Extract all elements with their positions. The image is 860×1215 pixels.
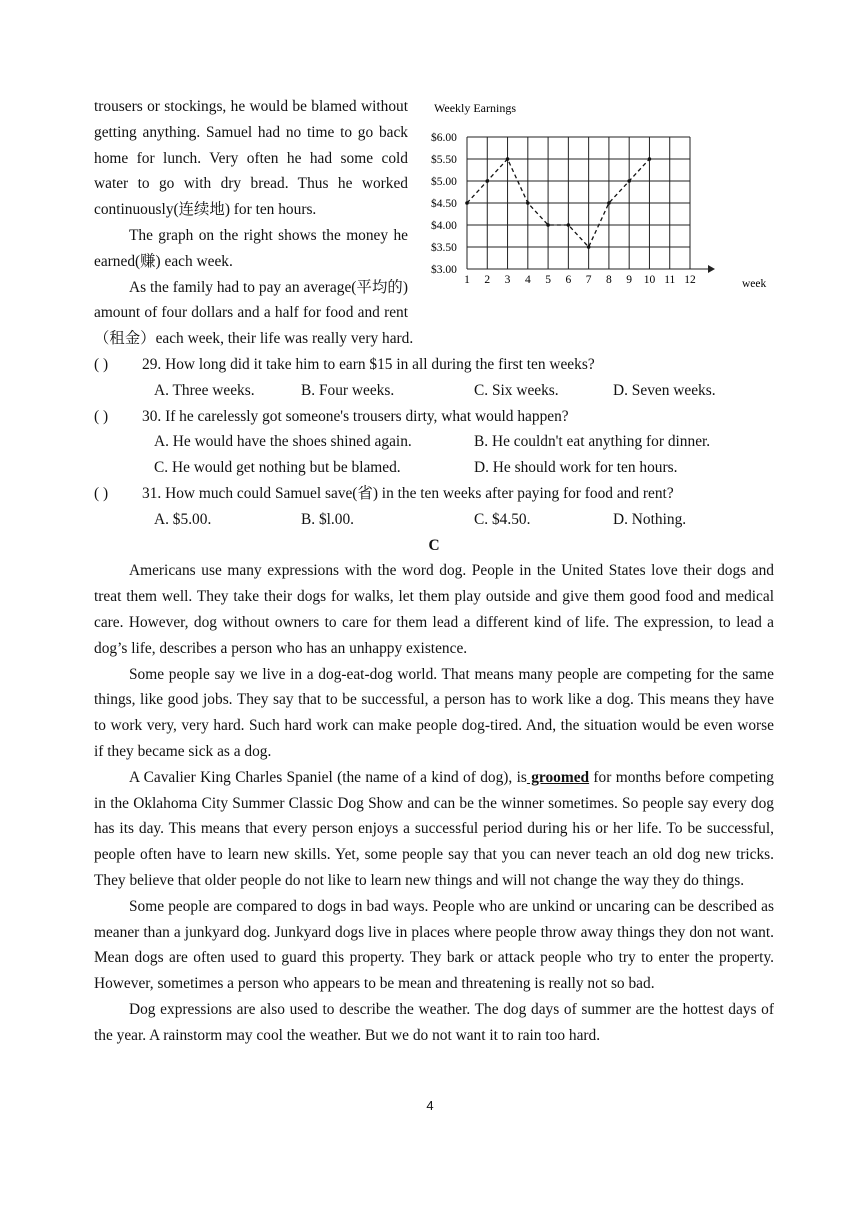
intro-paragraph-3: As the family had to pay an average(平均的) amount of four dollars and a half for food and rent（租金）each week, their life was really very hard.: [94, 278, 414, 348]
answer-blank[interactable]: ( ): [94, 407, 109, 425]
document-page: [94, 94, 774, 1048]
data-point: [506, 157, 510, 161]
x-tick-label: 6: [565, 274, 572, 286]
underlined-word: groomed: [526, 768, 590, 786]
y-tick-label: $4.50: [431, 198, 457, 210]
x-tick-label: 8: [606, 274, 612, 286]
x-tick-label: 12: [684, 274, 696, 286]
y-tick-label: $6.00: [431, 132, 457, 144]
data-point: [587, 245, 591, 249]
option-a: A. He would have the shoes shined again.: [154, 433, 412, 451]
x-tick-label: 11: [664, 274, 676, 286]
x-tick-label: 10: [643, 274, 656, 286]
option-d: D. He should work for ten hours.: [474, 459, 678, 477]
chart-x-label: week: [742, 278, 767, 290]
data-point: [526, 201, 530, 205]
paragraph-text: A Cavalier King Charles Spaniel (the name of a kind of dog), is: [129, 768, 527, 786]
answer-blank[interactable]: ( ): [94, 484, 109, 502]
data-point: [465, 201, 469, 205]
option-b: B. Four weeks.: [301, 381, 395, 399]
page-number: 4: [426, 1098, 434, 1113]
chart-grid: [467, 137, 715, 273]
option-b: B. $l.00.: [301, 510, 355, 528]
option-a: A. Three weeks.: [154, 381, 255, 399]
x-tick-label: 7: [585, 274, 592, 286]
x-tick-label: 3: [504, 274, 511, 286]
weekly-earnings-chart: [422, 98, 774, 306]
section-c-paragraph-5: Dog expressions are also used to describe the weather. The dog days of summer are the hottest days of the year. A rainstorm may cool the weather. But we do not want it to rain too hard.: [94, 1000, 774, 1044]
x-tick-label: 5: [545, 274, 551, 286]
question-stem: 31. How much could Samuel save(省) in the ten weeks after paying for food and rent?: [142, 484, 674, 502]
option-d: D. Nothing.: [613, 510, 687, 528]
option-b: B. He couldn't eat anything for dinner.: [474, 433, 711, 451]
section-heading: C: [428, 536, 440, 554]
x-tick-label: 1: [464, 274, 470, 286]
chart-y-ticks: [431, 131, 457, 276]
y-tick-label: $4.00: [431, 220, 457, 232]
section-c-paragraph-4: Some people are compared to dogs in bad ways. People who are unkind or uncaring can be described as meaner than a junkyard dog. Junkyard dogs live in places where people throw away things they don not want. Mean dogs are often used to guard this property. They bark or attack people who try to enter the property. However, sometimes a person who appears to be mean and threatening is really not so bad.: [94, 897, 774, 993]
option-c: C. $4.50.: [474, 510, 531, 528]
answer-blank[interactable]: ( ): [94, 355, 109, 373]
question-29: [94, 352, 774, 404]
data-point: [567, 223, 571, 227]
option-c: C. He would get nothing but be blamed.: [154, 459, 401, 477]
y-tick-label: $5.00: [431, 176, 457, 188]
x-tick-label: 4: [524, 274, 531, 286]
option-d: D. Seven weeks.: [613, 381, 716, 399]
x-tick-label: 2: [484, 274, 491, 286]
data-point: [485, 179, 489, 183]
y-tick-label: $5.50: [431, 154, 457, 166]
section-c-paragraph-3: [94, 765, 774, 894]
question-stem: 29. How long did it take him to earn $15 in all during the first ten weeks?: [142, 355, 595, 373]
y-tick-label: $3.00: [431, 264, 457, 276]
data-point: [546, 223, 550, 227]
paragraph-text: for months before competing in the Oklahoma City Summer Classic Dog Show and can be the winner sometimes. So people say every dog has its day. This means that every person enjoys a successful period during his or her life. To be successful, people often have to learn new skills. Yet, some people say that you can never teach an old dog new tricks. They believe that older people do not like to learn new things and will not change the way they do things.: [94, 768, 775, 889]
chart-x-ticks: [464, 274, 696, 286]
data-point: [627, 179, 631, 183]
x-tick-label: 9: [626, 274, 633, 286]
question-30: [94, 404, 774, 481]
question-31: [94, 481, 774, 533]
y-tick-label: $3.50: [431, 242, 457, 254]
section-c-paragraph-2: Some people say we live in a dog-eat-dog world. That means many people are competing for the same things, like good jobs. They say that to be successful, a person has to work like a dog. This means they have to work very, very hard. Such hard work can make people dog-tired. And, the situation would be even worse if they became sick as a dog.: [94, 665, 774, 760]
section-c-paragraph-1: Americans use many expressions with the word dog. People in the United States love their dogs and treat them well. They take their dogs for walks, let them play outside and give them good food and medical care. However, dog without owners to care for them lead a different kind of life. The expression, to lead a dog’s life, describes a person who has an unhappy existence.: [94, 562, 774, 657]
intro-paragraph-1: trousers or stockings, he would be blamed without getting anything. Samuel had no time to go back home for lunch. Very often he had some cold water to go with dry bread. Thus he worked continuously(连续地) for ten hours.: [94, 98, 408, 219]
option-c: C. Six weeks.: [474, 381, 559, 399]
intro-paragraph-2: The graph on the right shows the money he earned(赚) each week.: [94, 226, 408, 270]
data-point: [648, 157, 652, 161]
data-point: [607, 201, 611, 205]
question-stem: 30. If he carelessly got someone's trousers dirty, what would happen?: [142, 407, 569, 425]
chart-title: Weekly Earnings: [434, 101, 517, 115]
x-axis-arrow: [708, 265, 715, 273]
option-a: A. $5.00.: [154, 510, 212, 528]
